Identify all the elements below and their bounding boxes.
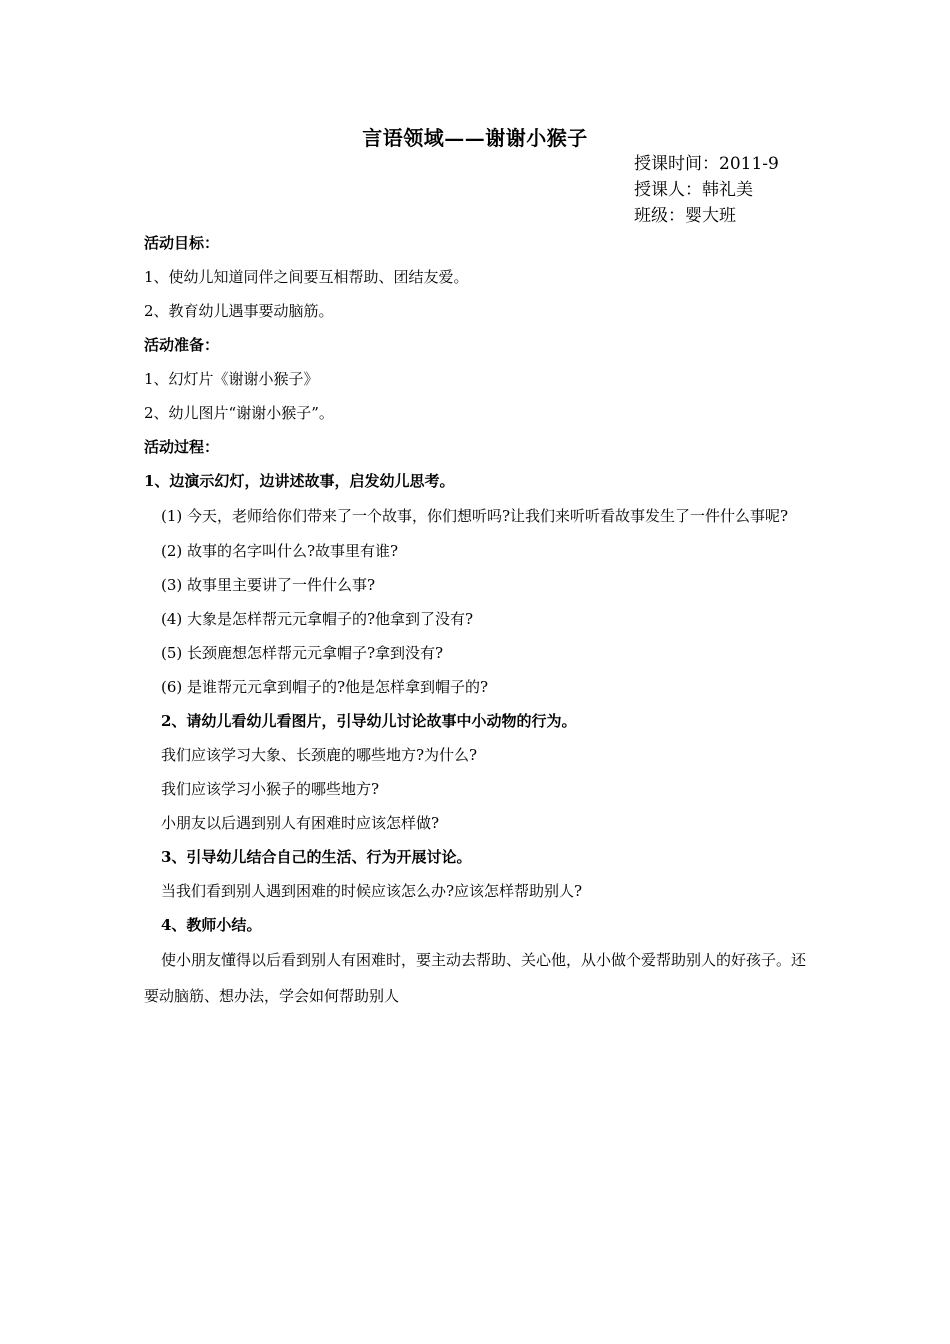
step1-question: (6) 是谁帮元元拿到帽子的?他是怎样拿到帽子的? <box>161 678 489 696</box>
lesson-time: 授课时间：2011-9 <box>634 154 779 174</box>
process-heading: 活动过程： <box>144 438 220 456</box>
step3-heading: 3、引导幼儿结合自己的生活、行为开展讨论。 <box>161 848 472 866</box>
step2-heading: 2、请幼儿看幼儿看图片，引导幼儿讨论故事中小动物的行为。 <box>161 712 577 730</box>
preparation-item: 1、幻灯片《谢谢小猴子》 <box>144 370 319 388</box>
step4-summary <box>144 942 812 1014</box>
step1-heading: 1、边演示幻灯，边讲述故事，启发幼儿思考。 <box>144 472 455 490</box>
lesson-meta <box>634 151 779 229</box>
document-body <box>144 226 812 1014</box>
goal-item: 2、教育幼儿遇事要动脑筋。 <box>144 302 334 320</box>
step1-question-text: (1) 今天，老师给你们带来了一个故事，你们想听吗?让我们来听听看故事发生了一件什么事呢? <box>161 507 789 525</box>
preparation-item: 2、幼儿图片“谢谢小猴子”。 <box>144 404 334 422</box>
step2-question: 我们应该学习大象、长颈鹿的哪些地方?为什么? <box>161 746 478 764</box>
step3-question: 当我们看到别人遇到困难的时候应该怎么办?应该怎样帮助别人? <box>161 882 583 900</box>
lesson-class: 班级：婴大班 <box>634 206 736 226</box>
step1-question: (5) 长颈鹿想怎样帮元元拿帽子?拿到没有? <box>161 644 444 662</box>
step2-question: 小朋友以后遇到别人有困难时应该怎样做? <box>161 814 440 832</box>
step2-question: 我们应该学习小猴子的哪些地方? <box>161 780 380 798</box>
step1-question <box>144 498 812 534</box>
preparation-heading: 活动准备： <box>144 336 220 354</box>
goals-heading: 活动目标： <box>144 234 220 252</box>
step1-question: (3) 故事里主要讲了一件什么事? <box>161 576 376 594</box>
document-title: 言语领域——谢谢小猴子 <box>362 126 588 150</box>
goal-item: 1、使幼儿知道同伴之间要互相帮助、团结友爱。 <box>144 268 469 286</box>
lesson-teacher: 授课人：韩礼美 <box>634 180 753 200</box>
step4-heading: 4、教师小结。 <box>161 916 262 934</box>
step1-question: (2) 故事的名字叫什么?故事里有谁? <box>161 542 399 560</box>
step1-question: (4) 大象是怎样帮元元拿帽子的?他拿到了没有? <box>161 610 474 628</box>
step4-summary-text: 使小朋友懂得以后看到别人有困难时，要主动去帮助、关心他，从小做个爱帮助别人的好孩子。还要动脑筋、想办法，学会如何帮助别人 <box>144 951 807 1005</box>
